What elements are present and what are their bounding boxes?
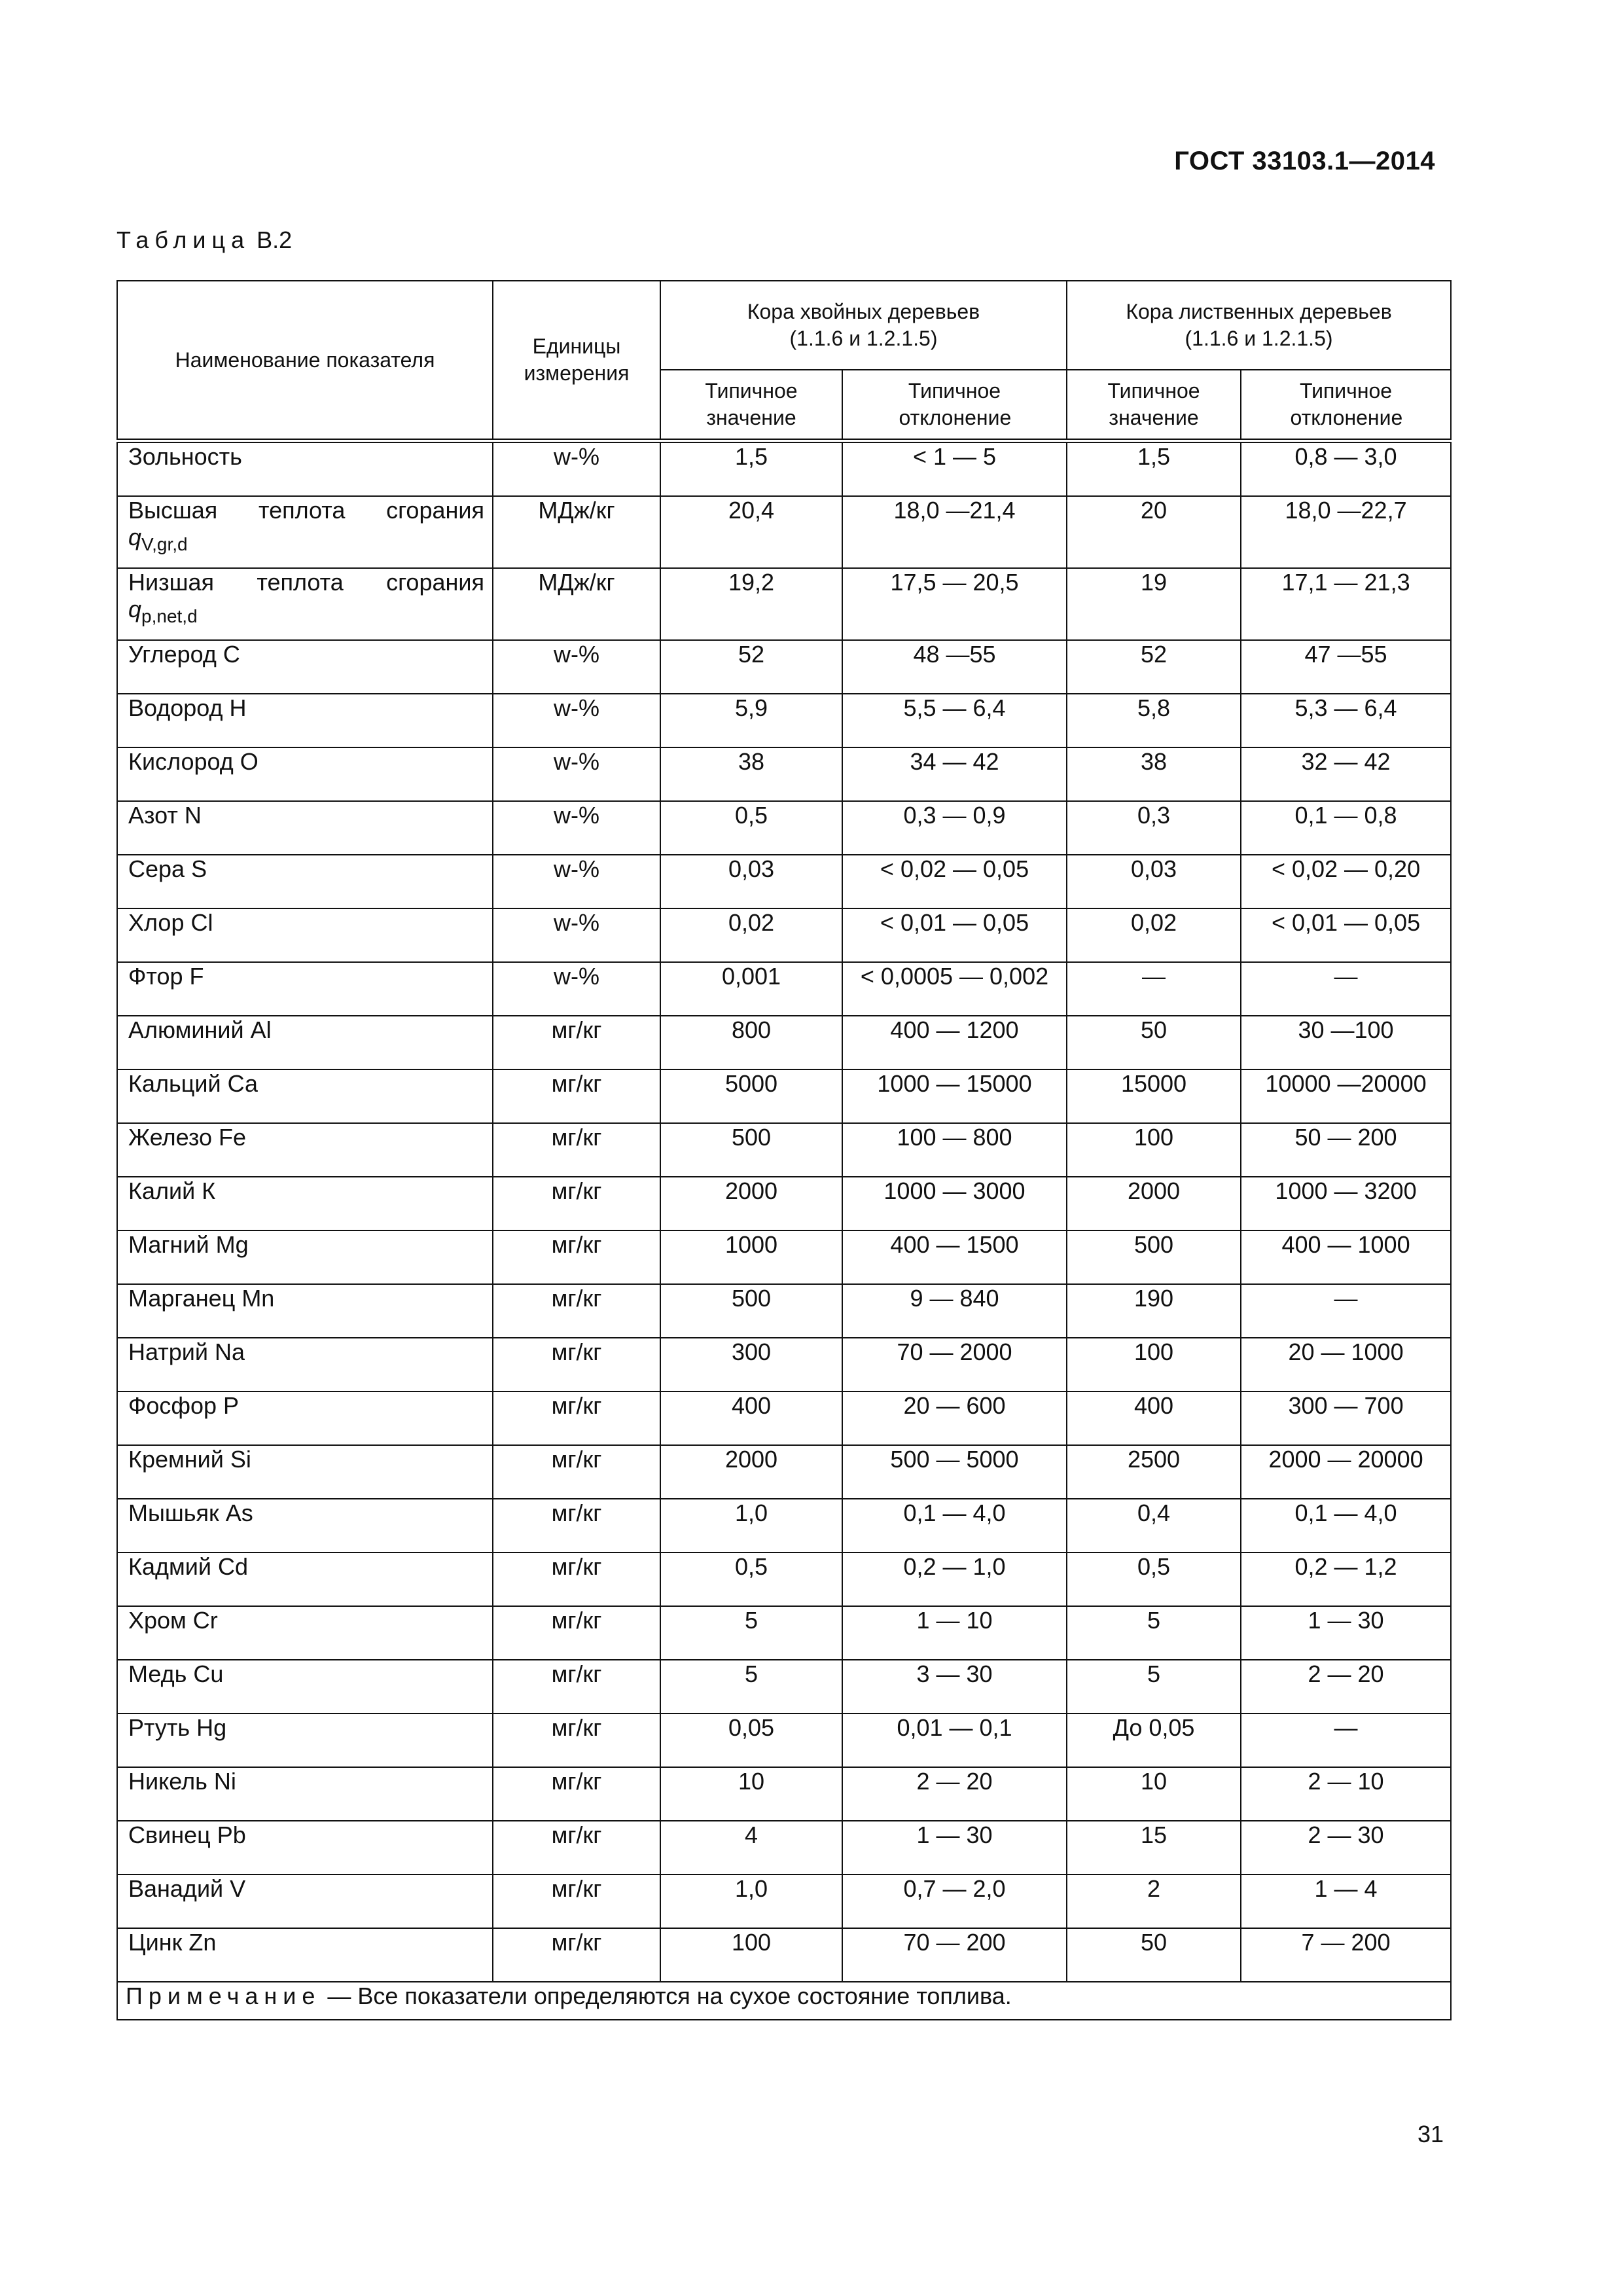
typical-value-conifer: 0,02 <box>660 908 842 962</box>
table-row <box>117 962 1451 1016</box>
typical-value-conifer: 500 <box>660 1123 842 1177</box>
typical-deviation-conifer: 400 — 1500 <box>842 1230 1067 1284</box>
name-word: сгорания <box>386 569 484 596</box>
typical-deviation-conifer: 34 — 42 <box>842 747 1067 801</box>
indicator-name: Кислород О <box>117 747 493 801</box>
typical-deviation-conifer: 1000 — 15000 <box>842 1069 1067 1123</box>
typical-value-deciduous: 400 <box>1067 1391 1241 1445</box>
table-caption-number: В.2 <box>257 226 293 253</box>
table-row <box>117 441 1451 497</box>
name-word: Низшая <box>128 569 215 596</box>
typical-deviation-conifer: 20 — 600 <box>842 1391 1067 1445</box>
header-typical-value-2-text: Типичное значение <box>1107 379 1200 429</box>
indicator-name: Фтор F <box>117 962 493 1016</box>
typical-value-conifer: 500 <box>660 1284 842 1338</box>
header-units-text: Единицы измерения <box>524 334 630 385</box>
typical-value-deciduous: 0,5 <box>1067 1552 1241 1606</box>
name-word: теплота <box>257 569 344 596</box>
typical-value-conifer: 5 <box>660 1660 842 1713</box>
typical-value-conifer: 1,5 <box>660 441 842 497</box>
unit-cell: мг/кг <box>493 1874 660 1928</box>
typical-deviation-conifer: 1000 — 3000 <box>842 1177 1067 1230</box>
typical-deviation-deciduous: 50 — 200 <box>1241 1123 1451 1177</box>
unit-cell: мг/кг <box>493 1660 660 1713</box>
table-row <box>117 908 1451 962</box>
typical-value-conifer: 20,4 <box>660 496 842 568</box>
table-caption-label: Таблица <box>116 226 251 253</box>
typical-value-conifer: 400 <box>660 1391 842 1445</box>
unit-cell: мг/кг <box>493 1123 660 1177</box>
typical-value-deciduous: 2500 <box>1067 1445 1241 1499</box>
header-typical-deviation-1-text: Типичное отклонение <box>899 379 1012 429</box>
typical-value-conifer: 800 <box>660 1016 842 1069</box>
indicator-name: Натрий Na <box>117 1338 493 1391</box>
typical-value-conifer: 2000 <box>660 1445 842 1499</box>
typical-value-deciduous: 19 <box>1067 568 1241 640</box>
indicator-name: Зольность <box>117 441 493 497</box>
typical-deviation-deciduous: 1 — 4 <box>1241 1874 1451 1928</box>
unit-cell: мг/кг <box>493 1177 660 1230</box>
unit-cell: мг/кг <box>493 1606 660 1660</box>
unit-cell: w-% <box>493 962 660 1016</box>
indicator-name-words <box>128 569 484 596</box>
typical-value-conifer: 300 <box>660 1338 842 1391</box>
typical-value-deciduous: До 0,05 <box>1067 1713 1241 1767</box>
header-typical-deviation-2-text: Типичное отклонение <box>1290 379 1403 429</box>
typical-deviation-deciduous: 2 — 20 <box>1241 1660 1451 1713</box>
typical-deviation-deciduous: — <box>1241 1713 1451 1767</box>
unit-cell: мг/кг <box>493 1391 660 1445</box>
indicator-name: Медь Cu <box>117 1660 493 1713</box>
table-row <box>117 1069 1451 1123</box>
indicator-symbol <box>128 596 484 627</box>
table-row <box>117 801 1451 855</box>
typical-value-conifer: 0,05 <box>660 1713 842 1767</box>
unit-cell: мг/кг <box>493 1767 660 1821</box>
header-group-deciduous-title: Кора лиственных деревьев <box>1126 300 1392 324</box>
typical-value-conifer: 0,5 <box>660 1552 842 1606</box>
typical-value-deciduous: 20 <box>1067 496 1241 568</box>
page-number: 31 <box>1417 2121 1444 2147</box>
typical-value-conifer: 5,9 <box>660 694 842 747</box>
typical-value-conifer: 0,001 <box>660 962 842 1016</box>
typical-value-deciduous: 5,8 <box>1067 694 1241 747</box>
indicator-name: Свинец Pb <box>117 1821 493 1874</box>
header-indicator-name: Наименование показателя <box>117 281 493 441</box>
typical-deviation-conifer: < 0,0005 — 0,002 <box>842 962 1067 1016</box>
table-row <box>117 1284 1451 1338</box>
typical-value-conifer: 1000 <box>660 1230 842 1284</box>
table-row <box>117 1177 1451 1230</box>
indicator-name <box>117 568 493 640</box>
typical-value-conifer: 2000 <box>660 1177 842 1230</box>
unit-cell: мг/кг <box>493 1069 660 1123</box>
unit-cell: мг/кг <box>493 1821 660 1874</box>
typical-value-conifer: 0,5 <box>660 801 842 855</box>
typical-value-deciduous: 100 <box>1067 1123 1241 1177</box>
typical-deviation-conifer: 48 —55 <box>842 640 1067 694</box>
typical-deviation-conifer: 500 — 5000 <box>842 1445 1067 1499</box>
typical-value-conifer: 1,0 <box>660 1874 842 1928</box>
typical-deviation-deciduous: 0,8 — 3,0 <box>1241 441 1451 497</box>
unit-cell: w-% <box>493 747 660 801</box>
typical-deviation-deciduous: — <box>1241 962 1451 1016</box>
unit-cell: w-% <box>493 855 660 908</box>
table-row <box>117 1606 1451 1660</box>
unit-cell: w-% <box>493 694 660 747</box>
table-row <box>117 1660 1451 1713</box>
indicator-name: Углерод С <box>117 640 493 694</box>
unit-cell: мг/кг <box>493 1445 660 1499</box>
typical-value-deciduous: 1,5 <box>1067 441 1241 497</box>
typical-value-deciduous: 0,4 <box>1067 1499 1241 1552</box>
indicator-name: Хлор Cl <box>117 908 493 962</box>
table-row <box>117 855 1451 908</box>
indicator-name: Цинк Zn <box>117 1928 493 1982</box>
unit-cell: мг/кг <box>493 1928 660 1982</box>
table-row <box>117 1391 1451 1445</box>
typical-value-deciduous: 5 <box>1067 1606 1241 1660</box>
typical-deviation-deciduous: 0,2 — 1,2 <box>1241 1552 1451 1606</box>
header-units <box>493 281 660 441</box>
typical-deviation-deciduous: 30 —100 <box>1241 1016 1451 1069</box>
name-word: сгорания <box>386 497 484 524</box>
table-note-row <box>117 1982 1451 2020</box>
typical-deviation-conifer: 1 — 10 <box>842 1606 1067 1660</box>
header-typical-value-2 <box>1067 370 1241 441</box>
table-row <box>117 640 1451 694</box>
header-typical-value-1-text: Типичное значение <box>705 379 798 429</box>
typical-value-conifer: 52 <box>660 640 842 694</box>
typical-value-deciduous: 52 <box>1067 640 1241 694</box>
typical-deviation-conifer: 17,5 — 20,5 <box>842 568 1067 640</box>
typical-deviation-deciduous: < 0,02 — 0,20 <box>1241 855 1451 908</box>
unit-cell: мг/кг <box>493 1284 660 1338</box>
typical-deviation-conifer: 0,01 — 0,1 <box>842 1713 1067 1767</box>
typical-deviation-deciduous: 2 — 10 <box>1241 1767 1451 1821</box>
table-row <box>117 1230 1451 1284</box>
typical-deviation-conifer: 400 — 1200 <box>842 1016 1067 1069</box>
indicator-name: Хром Cr <box>117 1606 493 1660</box>
unit-cell: мг/кг <box>493 1230 660 1284</box>
indicator-name <box>117 496 493 568</box>
table-row <box>117 1499 1451 1552</box>
typical-value-conifer: 10 <box>660 1767 842 1821</box>
typical-value-deciduous: 50 <box>1067 1928 1241 1982</box>
symbol-letter: q <box>128 524 142 551</box>
symbol-letter: q <box>128 596 142 623</box>
table-row <box>117 1928 1451 1982</box>
table-row <box>117 1552 1451 1606</box>
header-group-conifer-ref: (1.1.6 и 1.2.1.5) <box>789 327 938 350</box>
unit-cell: w-% <box>493 908 660 962</box>
indicator-name-words <box>128 497 484 524</box>
indicator-name: Никель Ni <box>117 1767 493 1821</box>
header-group-deciduous-ref: (1.1.6 и 1.2.1.5) <box>1185 327 1333 350</box>
typical-deviation-conifer: 100 — 800 <box>842 1123 1067 1177</box>
indicator-name: Ванадий V <box>117 1874 493 1928</box>
unit-cell: мг/кг <box>493 1016 660 1069</box>
table-row <box>117 1123 1451 1177</box>
table-row <box>117 496 1451 568</box>
indicator-name: Магний Mg <box>117 1230 493 1284</box>
unit-cell: МДж/кг <box>493 496 660 568</box>
typical-deviation-conifer: 18,0 —21,4 <box>842 496 1067 568</box>
typical-deviation-deciduous: 1000 — 3200 <box>1241 1177 1451 1230</box>
table-header <box>117 281 1451 441</box>
table-body <box>117 441 1451 2020</box>
typical-value-conifer: 1,0 <box>660 1499 842 1552</box>
typical-deviation-conifer: < 1 — 5 <box>842 441 1067 497</box>
indicator-name: Кальций Са <box>117 1069 493 1123</box>
typical-deviation-deciduous: — <box>1241 1284 1451 1338</box>
indicator-name: Азот N <box>117 801 493 855</box>
indicator-name: Водород Н <box>117 694 493 747</box>
typical-deviation-deciduous: 400 — 1000 <box>1241 1230 1451 1284</box>
typical-deviation-deciduous: 47 —55 <box>1241 640 1451 694</box>
typical-value-deciduous: 38 <box>1067 747 1241 801</box>
typical-deviation-deciduous: 1 — 30 <box>1241 1606 1451 1660</box>
table-row <box>117 1767 1451 1821</box>
typical-deviation-conifer: < 0,02 — 0,05 <box>842 855 1067 908</box>
typical-deviation-conifer: 1 — 30 <box>842 1821 1067 1874</box>
typical-value-deciduous: — <box>1067 962 1241 1016</box>
typical-deviation-deciduous: 7 — 200 <box>1241 1928 1451 1982</box>
table-row <box>117 1713 1451 1767</box>
indicator-name: Алюминий Al <box>117 1016 493 1069</box>
typical-value-deciduous: 0,3 <box>1067 801 1241 855</box>
typical-value-deciduous: 500 <box>1067 1230 1241 1284</box>
typical-value-deciduous: 190 <box>1067 1284 1241 1338</box>
typical-value-conifer: 38 <box>660 747 842 801</box>
typical-value-deciduous: 2000 <box>1067 1177 1241 1230</box>
table-row <box>117 1338 1451 1391</box>
typical-deviation-conifer: 9 — 840 <box>842 1284 1067 1338</box>
header-typical-value-1 <box>660 370 842 441</box>
typical-deviation-deciduous: 10000 —20000 <box>1241 1069 1451 1123</box>
table-note-text: — Все показатели определяются на сухое состояние топлива. <box>321 1982 1012 2009</box>
header-group-conifer <box>660 281 1067 370</box>
unit-cell: мг/кг <box>493 1338 660 1391</box>
typical-deviation-deciduous: 18,0 —22,7 <box>1241 496 1451 568</box>
typical-deviation-conifer: 5,5 — 6,4 <box>842 694 1067 747</box>
table-row <box>117 694 1451 747</box>
typical-value-conifer: 5 <box>660 1606 842 1660</box>
table-caption <box>116 226 292 254</box>
typical-deviation-conifer: 3 — 30 <box>842 1660 1067 1713</box>
typical-deviation-deciduous: 2 — 30 <box>1241 1821 1451 1874</box>
typical-value-deciduous: 15 <box>1067 1821 1241 1874</box>
table-note-label: Примечание <box>126 1982 321 2009</box>
typical-value-deciduous: 15000 <box>1067 1069 1241 1123</box>
typical-deviation-deciduous: 20 — 1000 <box>1241 1338 1451 1391</box>
unit-cell: мг/кг <box>493 1713 660 1767</box>
indicator-name: Железо Fe <box>117 1123 493 1177</box>
header-typical-deviation-1 <box>842 370 1067 441</box>
typical-deviation-conifer: 0,1 — 4,0 <box>842 1499 1067 1552</box>
typical-deviation-conifer: 70 — 2000 <box>842 1338 1067 1391</box>
header-group-conifer-title: Кора хвойных деревьев <box>747 300 980 324</box>
typical-deviation-conifer: 0,2 — 1,0 <box>842 1552 1067 1606</box>
header-typical-deviation-2 <box>1241 370 1451 441</box>
indicator-name: Марганец Mn <box>117 1284 493 1338</box>
table-row <box>117 1445 1451 1499</box>
typical-deviation-conifer: < 0,01 — 0,05 <box>842 908 1067 962</box>
typical-deviation-deciduous: 2000 — 20000 <box>1241 1445 1451 1499</box>
typical-value-conifer: 19,2 <box>660 568 842 640</box>
table-row <box>117 1016 1451 1069</box>
table-row <box>117 1821 1451 1874</box>
unit-cell: МДж/кг <box>493 568 660 640</box>
document-code: ГОСТ 33103.1—2014 <box>1174 147 1435 175</box>
name-word: Высшая <box>128 497 218 524</box>
typical-deviation-deciduous: < 0,01 — 0,05 <box>1241 908 1451 962</box>
table-row <box>117 568 1451 640</box>
typical-deviation-deciduous: 5,3 — 6,4 <box>1241 694 1451 747</box>
typical-value-deciduous: 10 <box>1067 1767 1241 1821</box>
indicator-symbol <box>128 524 484 555</box>
indicator-name: Кадмий Cd <box>117 1552 493 1606</box>
typical-deviation-conifer: 0,3 — 0,9 <box>842 801 1067 855</box>
name-word: теплота <box>259 497 346 524</box>
typical-value-conifer: 100 <box>660 1928 842 1982</box>
symbol-subscript: p,net,d <box>141 606 198 627</box>
unit-cell: w-% <box>493 801 660 855</box>
unit-cell: мг/кг <box>493 1552 660 1606</box>
table-note <box>117 1982 1451 2020</box>
typical-deviation-deciduous: 0,1 — 4,0 <box>1241 1499 1451 1552</box>
typical-deviation-conifer: 70 — 200 <box>842 1928 1067 1982</box>
symbol-subscript: V,gr,d <box>141 534 188 555</box>
data-table <box>116 280 1452 2020</box>
table-row <box>117 747 1451 801</box>
typical-deviation-deciduous: 17,1 — 21,3 <box>1241 568 1451 640</box>
indicator-name: Ртуть Hg <box>117 1713 493 1767</box>
indicator-name: Калий К <box>117 1177 493 1230</box>
typical-deviation-conifer: 0,7 — 2,0 <box>842 1874 1067 1928</box>
typical-value-deciduous: 100 <box>1067 1338 1241 1391</box>
unit-cell: w-% <box>493 441 660 497</box>
unit-cell: w-% <box>493 640 660 694</box>
typical-deviation-deciduous: 300 — 700 <box>1241 1391 1451 1445</box>
indicator-name: Фосфор Р <box>117 1391 493 1445</box>
typical-value-conifer: 5000 <box>660 1069 842 1123</box>
indicator-name: Мышьяк As <box>117 1499 493 1552</box>
typical-deviation-conifer: 2 — 20 <box>842 1767 1067 1821</box>
unit-cell: мг/кг <box>493 1499 660 1552</box>
typical-deviation-deciduous: 32 — 42 <box>1241 747 1451 801</box>
typical-value-conifer: 4 <box>660 1821 842 1874</box>
header-group-deciduous <box>1067 281 1451 370</box>
typical-value-deciduous: 2 <box>1067 1874 1241 1928</box>
typical-value-deciduous: 5 <box>1067 1660 1241 1713</box>
typical-value-deciduous: 0,02 <box>1067 908 1241 962</box>
typical-deviation-deciduous: 0,1 — 0,8 <box>1241 801 1451 855</box>
typical-value-deciduous: 0,03 <box>1067 855 1241 908</box>
typical-value-conifer: 0,03 <box>660 855 842 908</box>
typical-value-deciduous: 50 <box>1067 1016 1241 1069</box>
table-row <box>117 1874 1451 1928</box>
indicator-name: Кремний Si <box>117 1445 493 1499</box>
indicator-name: Сера S <box>117 855 493 908</box>
